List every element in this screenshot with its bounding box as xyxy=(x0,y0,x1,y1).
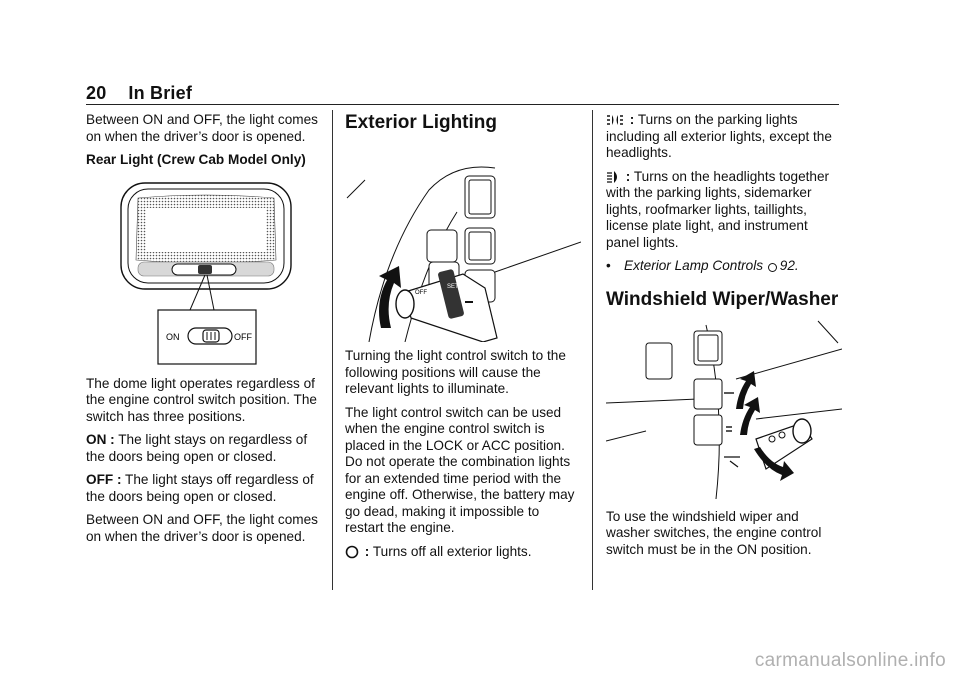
off-position-description: : Turns off all exterior lights. xyxy=(345,544,581,561)
svg-text:SET: SET xyxy=(447,284,459,290)
paragraph-wiper-usage: To use the windshield wiper and washer switches, the engine control switch must be in the ON position. xyxy=(606,508,822,557)
on-description: ON : The light stays on regardless of the doors being open or closed. xyxy=(86,432,308,464)
parking-lights-description: : Turns on the parking lights including all exterior lights, except the headlights. xyxy=(606,112,832,160)
paragraph-turning-switch: Turning the light control switch to the following positions will cause the relevant lights to illuminate. xyxy=(345,348,566,396)
section-title: In Brief xyxy=(128,83,193,103)
column-3 xyxy=(606,112,842,565)
parking-lights-icon xyxy=(606,113,624,127)
paragraph-door-light-2: Between ON and OFF, the light comes on when the driver’s door is opened. xyxy=(86,512,318,544)
column-2 xyxy=(345,112,581,567)
column-divider-2 xyxy=(592,110,593,590)
light-control-switch-figure xyxy=(345,142,581,342)
bullet: • xyxy=(606,258,611,273)
switch-label-off: OFF xyxy=(234,331,252,342)
watermark: carmanualsonline.info xyxy=(754,650,946,671)
exterior-lamp-controls-link[interactable]: Exterior Lamp Controls xyxy=(624,258,764,273)
paragraph-door-light: Between ON and OFF, the light comes on when the driver’s door is opened. xyxy=(86,112,318,144)
column-divider-1 xyxy=(332,110,333,590)
headlights-icon xyxy=(606,170,620,184)
dome-light-figure xyxy=(86,176,322,366)
paragraph-dome-operates: The dome light operates regardless of the engine control switch position. The switch has three positions. xyxy=(86,375,317,424)
headlights-description: : Turns on the headlights together with the parking lights, sidemarker lights, roofmarker lights, taillights, license plate light, and instrument panel lights. xyxy=(606,168,830,250)
exterior-lamp-controls-page[interactable]: 92. xyxy=(779,258,799,273)
off-position-icon xyxy=(345,545,359,559)
header-rule xyxy=(86,104,839,105)
page-number: 20 xyxy=(86,83,107,103)
page-reference-icon xyxy=(767,262,778,273)
paragraph-switch-usage: The light control switch can be used when the engine control switch is placed in the LOCK or ACC position. Do not operate the combination lights for an extended time period with the engine off. Otherwise, the battery may go dead, making it impossible to restart the engine. xyxy=(345,404,575,535)
off-term: OFF : xyxy=(86,472,122,487)
rear-light-subheading: Rear Light (Crew Cab Model Only) xyxy=(86,152,306,167)
exterior-lighting-heading: Exterior Lighting xyxy=(345,112,497,133)
svg-text:OFF: OFF xyxy=(415,290,427,296)
wiper-washer-switch-figure xyxy=(606,319,842,499)
off-description: OFF : The light stays off regardless of the doors being open or closed. xyxy=(86,472,314,504)
switch-label-on: ON xyxy=(166,331,180,342)
exterior-lamp-controls-reference xyxy=(606,258,842,275)
column-1 xyxy=(86,112,322,552)
page-header xyxy=(86,83,192,104)
windshield-wiper-heading: Windshield Wiper/Washer xyxy=(606,288,839,310)
on-term: ON : xyxy=(86,432,115,447)
